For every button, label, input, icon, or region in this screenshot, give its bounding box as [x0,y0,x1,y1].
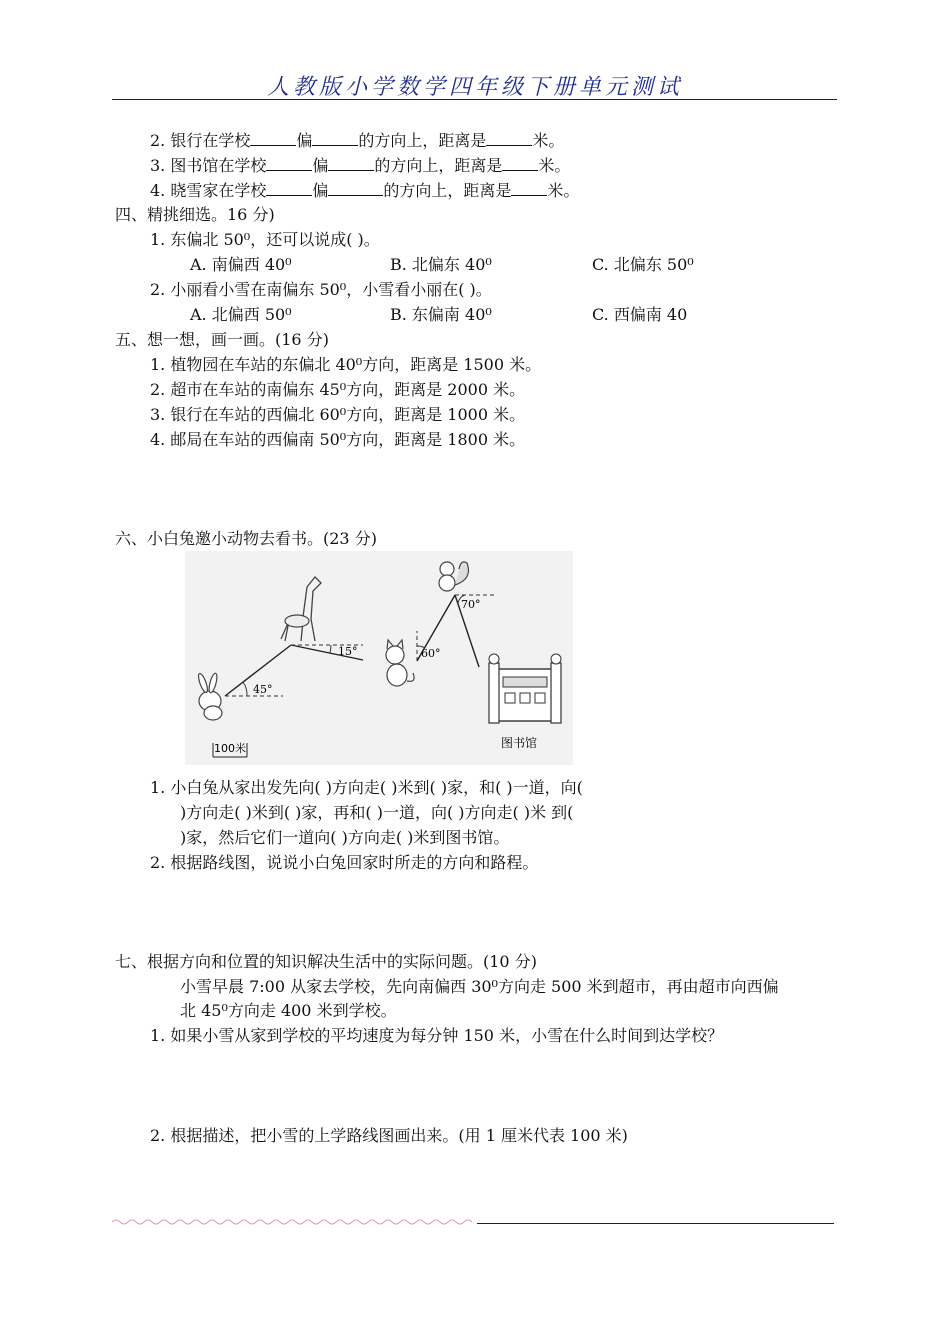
question-text: 小白兔从家出发先向( )方向走( )米到( )家，和( )一道，向( [170,778,583,797]
question-5-4 [150,429,525,451]
option-a[interactable]: A. 南偏西 40⁰ [190,255,292,274]
question-number: 2. [150,280,166,299]
footer-wave-divider [112,1218,477,1226]
question-7-2 [150,1125,628,1147]
option-b[interactable]: B. 北偏东 40⁰ [390,255,492,274]
question-text: 邮局在车站的西偏南 50⁰方向，距离是 1800 米。 [170,430,526,449]
answer-blank[interactable] [502,154,538,171]
answer-blank[interactable] [328,154,374,171]
option-a[interactable]: A. 北偏西 50⁰ [190,305,292,324]
question-text: 偏 [312,156,329,175]
question-text: 的方向上，距离是 [358,131,487,150]
question-text: 米。 [547,181,580,200]
question-text: 米。 [532,131,565,150]
question-4-2 [150,279,492,301]
question-number: 2. [150,853,166,872]
option-c[interactable]: C. 西偏南 40 [592,305,688,324]
question-number: 3. [150,405,166,424]
question-number: 1. [150,355,166,374]
angle-label: 70° [461,598,481,611]
problem-stem: 北 45⁰方向走 400 米到学校。 [180,1001,397,1020]
question-6-1 [150,777,583,799]
answer-blank[interactable] [266,179,312,196]
answer-blank[interactable] [266,154,312,171]
squirrel-icon [439,562,469,591]
question-5-3 [150,404,525,426]
question-3-2 [150,129,564,152]
footer-divider [477,1223,834,1224]
question-number: 1. [150,778,166,797]
question-text: 米。 [538,156,571,175]
question-text: 晓雪家在学校 [170,181,267,200]
giraffe-icon [281,577,321,641]
question-number: 1. [150,1026,166,1045]
question-4-1 [150,229,380,251]
section-5-title: 五、想一想，画一画。(16 分) [115,330,329,349]
scale-label: 100米 [214,742,246,755]
question-3-3 [150,154,570,177]
question-5-2 [150,379,525,401]
page-header-title: 人教版小学数学四年级下册单元测试 [266,75,683,100]
question-number: 1. [150,230,166,249]
library-label: 图书馆 [501,736,538,750]
question-text: 偏 [312,181,329,200]
route-map-figure [185,551,573,765]
question-5-1 [150,354,541,376]
question-text: 银行在学校 [170,131,251,150]
question-text: 如果小雪从家到学校的平均速度为每分钟 150 米，小雪在什么时间到达学校？ [170,1026,724,1045]
question-text: 的方向上，距离是 [374,156,503,175]
answer-blank[interactable] [328,179,383,196]
route-map-diagram [185,551,573,765]
question-6-2 [150,852,538,874]
question-text: 东偏北 50⁰，还可以说成( )。 [170,230,380,249]
question-number: 2. [150,131,166,150]
question-number: 4. [150,181,166,200]
question-text: )家，然后它们一道向( )方向走( )米到图书馆。 [180,828,510,847]
option-c[interactable]: C. 北偏东 50⁰ [592,255,694,274]
question-text: 的方向上，距离是 [383,181,512,200]
angle-label: 60° [421,647,441,660]
answer-blank[interactable] [486,129,532,146]
answer-blank[interactable] [250,129,296,146]
cat-icon [386,640,414,686]
angle-label: 45° [253,683,273,696]
question-7-1 [150,1025,723,1047]
question-text: 偏 [296,131,313,150]
question-number: 4. [150,430,166,449]
answer-blank[interactable] [312,129,358,146]
question-text: 银行在车站的西偏北 60⁰方向，距离是 1000 米。 [170,405,526,424]
option-b[interactable]: B. 东偏南 40⁰ [390,305,492,324]
question-number: 3. [150,156,166,175]
header-divider [112,99,837,100]
question-text: 图书馆在学校 [170,156,267,175]
section-7-title: 七、根据方向和位置的知识解决生活中的实际问题。(10 分) [115,952,537,971]
angle-label: 15° [338,645,358,658]
question-3-4 [150,179,579,202]
section-4-title: 四、精挑细选。16 分) [115,205,275,224]
answer-blank[interactable] [511,179,547,196]
problem-stem: 小雪早晨 7:00 从家去学校，先向南偏西 30⁰方向走 500 米到超市，再由超市向西偏 [180,977,779,996]
library-building-icon [489,654,561,723]
question-text: 植物园在车站的东偏北 40⁰方向，距离是 1500 米。 [170,355,542,374]
question-text: 根据路线图，说说小白兔回家时所走的方向和路程。 [170,853,539,872]
question-number: 2. [150,1126,166,1145]
question-text: )方向走( )米到( )家，再和( )一道，向( )方向走( )米 到( [180,803,574,822]
question-text: 超市在车站的南偏东 45⁰方向，距离是 2000 米。 [170,380,526,399]
question-number: 2. [150,380,166,399]
section-6-title: 六、小白兔邀小动物去看书。(23 分) [115,529,377,548]
question-text: 小丽看小雪在南偏东 50⁰，小雪看小丽在( )。 [170,280,492,299]
rabbit-icon [197,673,222,720]
question-text: 根据描述，把小雪的上学路线图画出来。(用 1 厘米代表 100 米) [170,1126,628,1145]
